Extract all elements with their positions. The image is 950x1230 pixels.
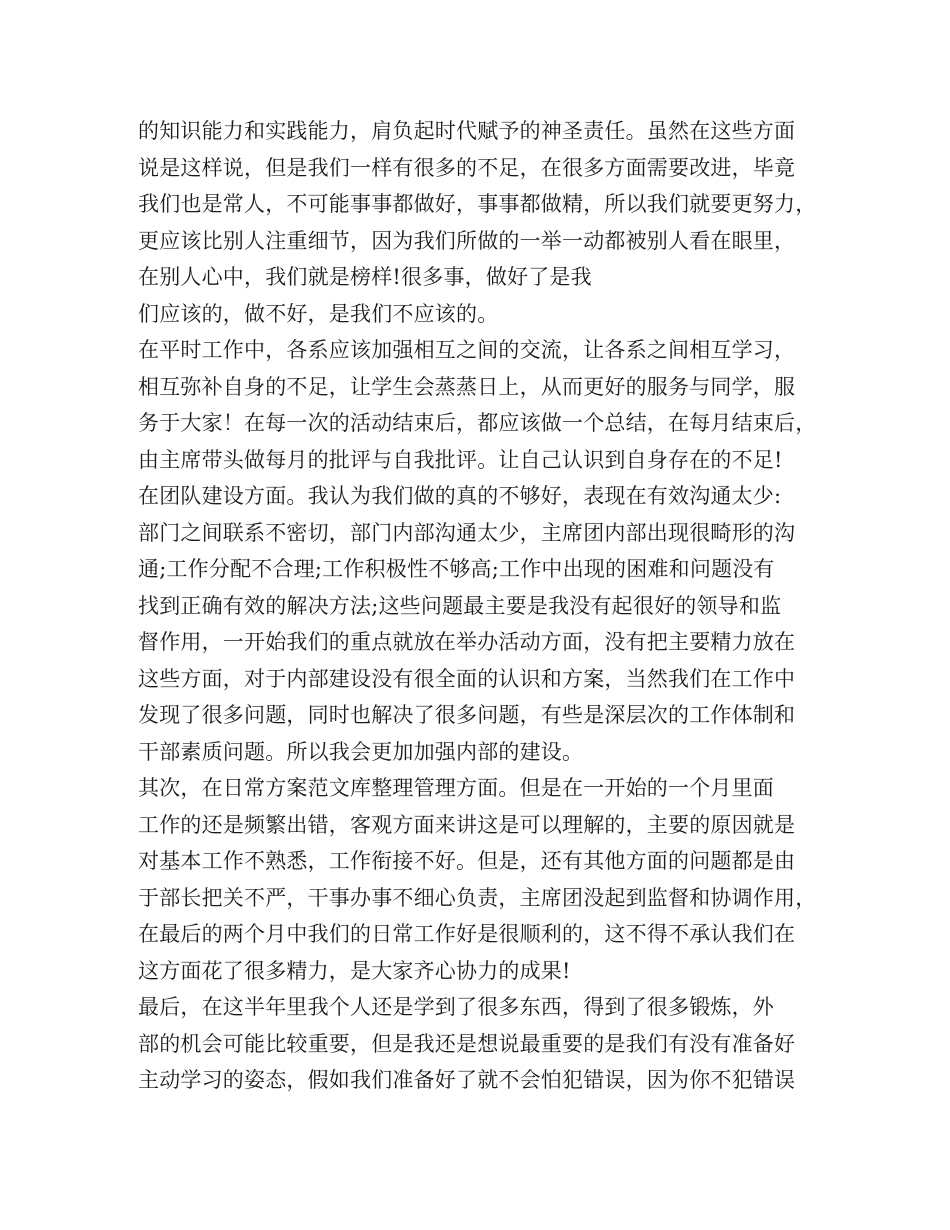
text-line: 的知识能力和实践能力，肩负起时代赋予的神圣责任。虽然在这些方面 — [138, 119, 796, 143]
text-line: 更应该比别人注重细节，因为我们所做的一举一动都被别人看在眼里， — [138, 228, 796, 253]
text-line: 通;工作分配不合理;工作积极性不够高;工作中出现的困难和问题没有 — [138, 557, 775, 581]
text-line: 在别人心中，我们就是榜样!很多事，做好了是我 — [138, 265, 592, 289]
text-line: 在平时工作中，各系应该加强相互之间的交流，让各系之间相互学习， — [138, 338, 796, 362]
text-line: 这方面花了很多精力，是大家齐心协力的成果! — [138, 958, 571, 983]
text-line: 我们也是常人，不可能事事都做好，事事都做精，所以我们就要更努力， — [138, 192, 817, 216]
text-line: 找到正确有效的解决方法;这些问题最主要是我没有起很好的领导和监 — [138, 593, 782, 618]
text-line: 们应该的，做不好，是我们不应该的。 — [138, 301, 499, 326]
text-line: 最后，在这半年里我个人还是学到了很多东西，得到了很多锻炼，外 — [138, 995, 774, 1019]
body-text — [138, 113, 828, 1099]
text-line: 工作的还是频繁出错，客观方面来讲这是可以理解的，主要的原因就是 — [138, 812, 796, 837]
text-line: 说是这样说，但是我们一样有很多的不足，在很多方面需要改进，毕竟 — [138, 155, 796, 180]
text-line: 主动学习的姿态，假如我们准备好了就不会怕犯错误，因为你不犯错误 — [138, 1068, 796, 1092]
text-line: 其次，在日常方案范文库整理管理方面。但是在一开始的一个月里面 — [138, 776, 774, 800]
text-line: 干部素质问题。所以我会更加加强内部的建设。 — [138, 739, 584, 764]
text-line: 在最后的两个月中我们的日常工作好是很顺利的，这不得不承认我们在 — [138, 922, 796, 946]
text-line: 发现了很多问题，同时也解决了很多问题，有些是深层次的工作体制和 — [138, 703, 796, 727]
text-line: 部的机会可能比较重要，但是我还是想说最重要的是我们有没有准备好 — [138, 1031, 796, 1056]
text-line: 这些方面，对于内部建设没有很全面的认识和方案，当然我们在工作中 — [138, 666, 796, 691]
text-line: 由主席带头做每月的批评与自我批评。让自己认识到自身存在的不足! — [138, 447, 783, 472]
text-line: 对基本工作不熟悉，工作衔接不好。但是，还有其他方面的问题都是由 — [138, 849, 796, 873]
text-line: 相互弥补自身的不足，让学生会蒸蒸日上，从而更好的服务与同学，服 — [138, 374, 796, 399]
text-line: 于部长把关不严，干事办事不细心负责，主席团没起到监督和协调作用， — [138, 885, 817, 910]
text-line: 部门之间联系不密切，部门内部沟通太少，主席团内部出现很畸形的沟 — [138, 520, 796, 545]
text-line: 督作用，一开始我们的重点就放在举办活动方面，没有把主要精力放在 — [138, 630, 796, 654]
text-line: 务于大家！在每一次的活动结束后，都应该做一个总结，在每月结束后， — [138, 411, 817, 435]
text-line: 在团队建设方面。我认为我们做的真的不够好，表现在有效沟通太少: — [138, 484, 782, 508]
